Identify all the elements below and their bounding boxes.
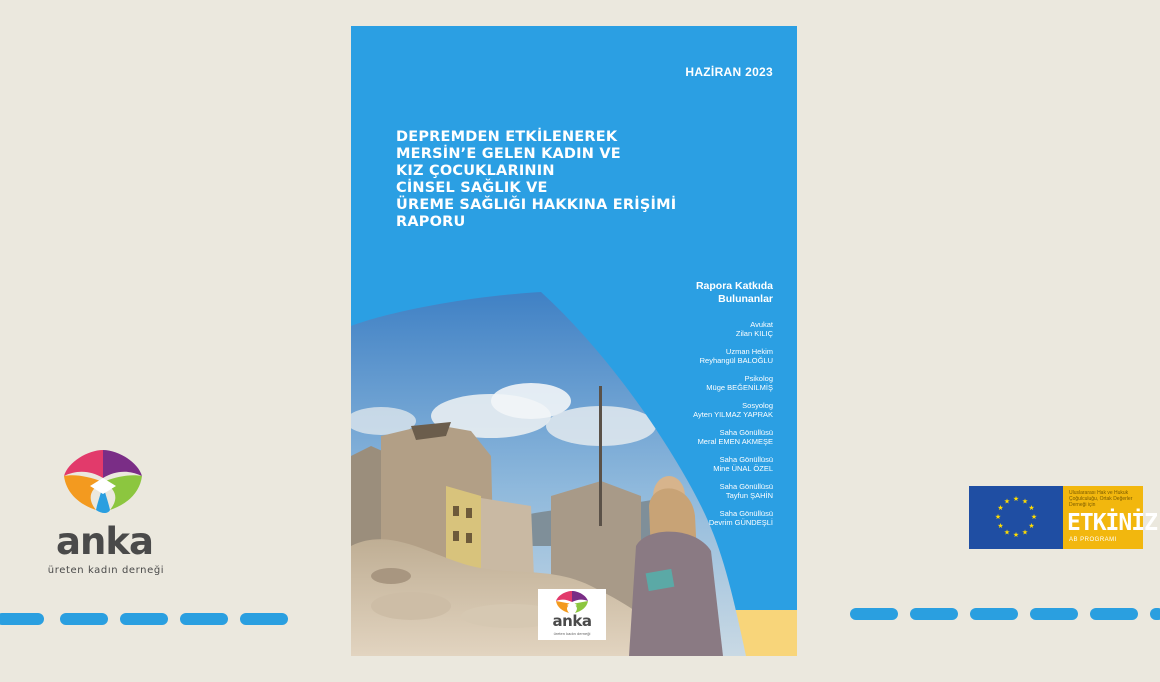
contributor [693, 510, 773, 537]
svg-text:★: ★ [1012, 531, 1020, 539]
report-cover [351, 26, 797, 656]
left-dash-line [0, 613, 306, 625]
contributor-role: Saha Gönüllüsü [719, 482, 773, 491]
contributor-name: Devrim GÜNDEŞLİ [708, 517, 773, 527]
svg-text:★: ★ [997, 504, 1004, 512]
contributor-name: Meral EMEN AKMEŞE [697, 436, 773, 446]
contributor-name: Ayten YILMAZ YAPRAK [693, 409, 773, 419]
svg-text:★: ★ [997, 522, 1004, 530]
cover-anka-logo [538, 589, 606, 640]
contributor [693, 348, 773, 375]
svg-text:★: ★ [1028, 504, 1035, 512]
etkiniz-small-text: Uluslararası Hak ve Hukuk Çoğulculuğu, Ortak Değerler Derneği için [1069, 490, 1133, 508]
contributor-role: Saha Gönüllüsü [719, 428, 773, 437]
contributors-heading [696, 280, 773, 306]
contributor [693, 456, 773, 483]
contributor [693, 483, 773, 510]
contributors-list [693, 321, 773, 537]
svg-text:★: ★ [1012, 495, 1020, 503]
cover-title-line: DEPREMDEN ETKİLENEREK [396, 129, 618, 145]
etkiniz-subtitle: AB PROGRAMI [1069, 537, 1117, 543]
eu-stars-icon [969, 486, 1063, 549]
cover-title-line: KIZ ÇOCUKLARININ [396, 163, 555, 179]
contributor-name: Tayfun ŞAHİN [725, 490, 773, 500]
contributor [693, 429, 773, 456]
svg-text:★: ★ [994, 513, 1002, 521]
contributors-heading-line: Rapora Katkıda [695, 280, 773, 292]
svg-text:★: ★ [1030, 513, 1038, 521]
contributor-role: Saha Gönüllüsü [719, 455, 773, 464]
svg-text:★: ★ [1003, 497, 1011, 506]
etkiniz-panel [1063, 486, 1157, 549]
svg-text:★: ★ [1021, 497, 1029, 506]
anka-tagline: üreten kadın derneği [47, 565, 165, 576]
contributor-role: Uzman Hekim [725, 347, 773, 356]
contributor [693, 375, 773, 402]
cover-title-line: MERSİN’E GELEN KADIN VE [396, 146, 621, 162]
cover-anka-tagline: üreten kadın derneği [553, 631, 591, 636]
anka-mark-icon [58, 448, 148, 518]
contributor-role: Saha Gönüllüsü [719, 509, 773, 518]
right-dash-line [850, 608, 1160, 620]
cover-title [396, 129, 756, 231]
contributor [693, 402, 773, 429]
contributor-role: Psikolog [744, 374, 773, 383]
anka-logo [42, 448, 167, 583]
cover-title-line: CİNSEL SAĞLIK VE [396, 180, 548, 196]
svg-text:★: ★ [1021, 528, 1029, 537]
eu-flag [969, 486, 1063, 549]
svg-text:★: ★ [1003, 528, 1011, 537]
contributor-role: Sosyolog [742, 401, 773, 410]
etkiniz-brand: ETKİNİZ [1067, 510, 1157, 536]
cover-anka-wordmark: anka [552, 612, 592, 630]
cover-title-line: RAPORU [396, 214, 466, 230]
contributor-name: Zilan KILIÇ [735, 328, 773, 338]
contributor [693, 321, 773, 348]
cover-title-line: ÜREME SAĞLIĞI HAKKINA ERİŞİMİ [396, 197, 677, 213]
cover-date: HAZİRAN 2023 [685, 65, 773, 79]
contributor-role: Avukat [750, 320, 773, 329]
contributors-heading-line: Bulunanlar [718, 293, 773, 305]
contributor-name: Reyhangül BALOĞLU [699, 355, 773, 365]
svg-text:★: ★ [1028, 522, 1035, 530]
anka-wordmark: anka [56, 520, 153, 563]
contributor-name: Mine ÜNAL ÖZEL [713, 463, 773, 473]
contributor-name: Müge BEĞENİLMİŞ [706, 382, 773, 392]
eu-etkiniz-logo [969, 486, 1157, 549]
